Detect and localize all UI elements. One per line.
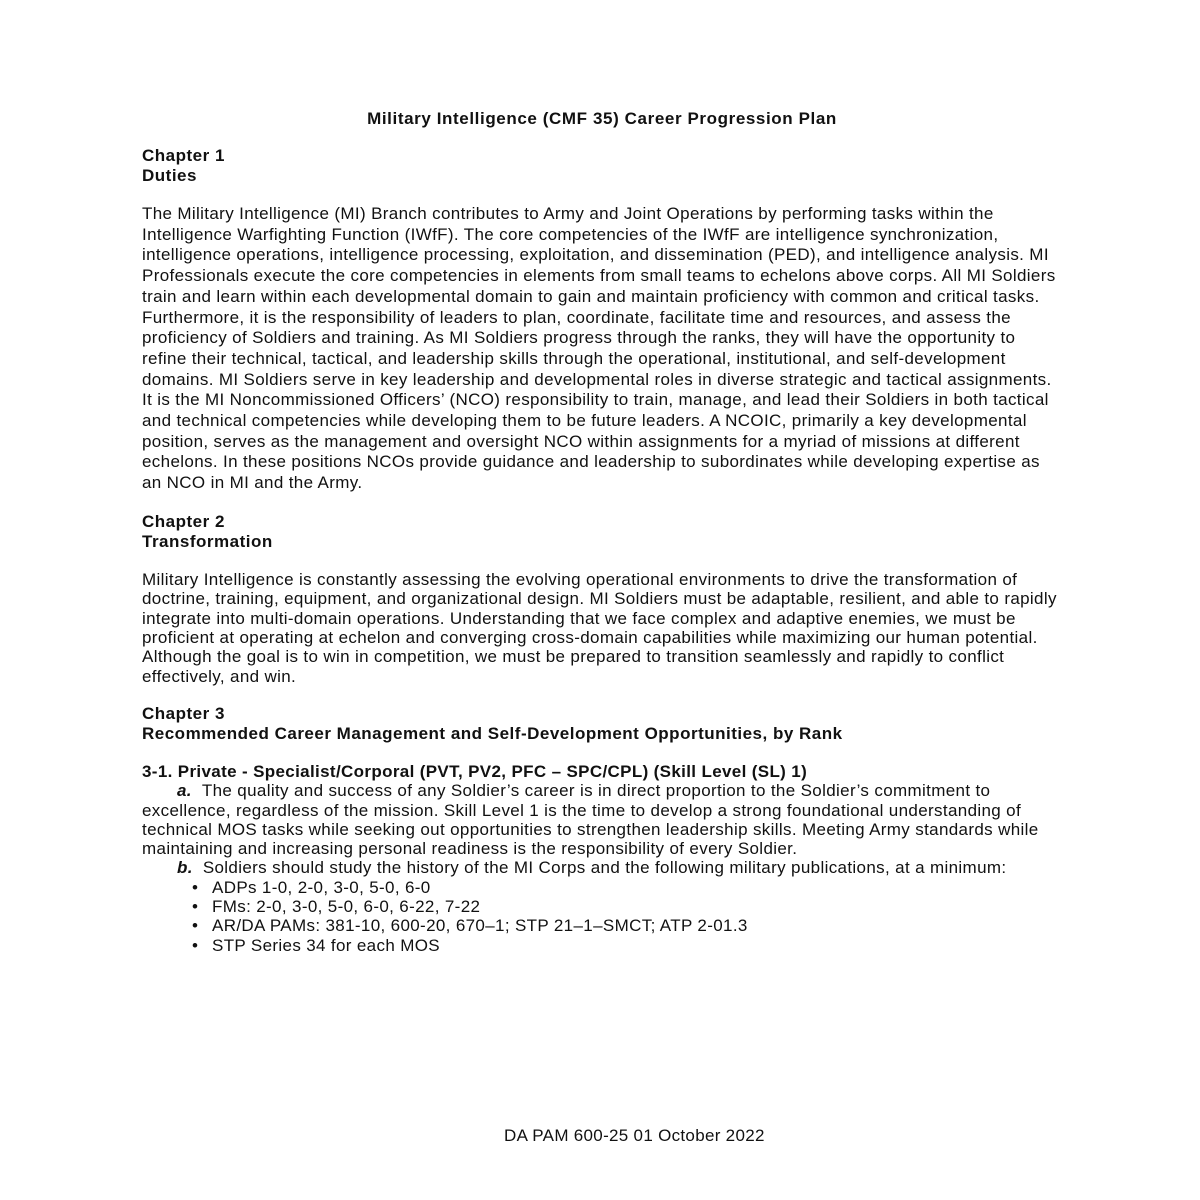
paragraph-b-marker: b.	[177, 858, 193, 878]
bullet-icon: •	[192, 897, 199, 917]
chapter-2-number: Chapter 2	[142, 511, 225, 531]
section-3-1-heading: 3-1. Private - Specialist/Corporal (PVT, PV2, PFC – SPC/CPL) (Skill Level (SL) 1)	[142, 762, 808, 782]
paragraph-b-text: Soldiers should study the history of the MI Corps and the following military publications, at a minimum:	[202, 858, 1007, 878]
bullet-icon: •	[192, 916, 199, 936]
chapter-3-number: Chapter 3	[142, 704, 225, 724]
paragraph-a-marker: a.	[177, 781, 192, 801]
section-3-1-paragraph-b	[142, 858, 1062, 877]
bullet-icon: •	[192, 877, 199, 897]
document-page	[142, 108, 1062, 955]
chapter-1-number: Chapter 1	[142, 146, 225, 165]
page-footer: DA PAM 600-25 01 October 2022	[504, 1126, 765, 1145]
chapter-1-name: Duties	[142, 166, 197, 185]
chapter-3-heading	[142, 704, 1062, 744]
list-item: • STP Series 34 for each MOS	[192, 935, 440, 955]
document-title: Military Intelligence (CMF 35) Career Progression Plan	[367, 109, 837, 128]
publications-list	[142, 878, 1062, 955]
bullet-icon: •	[192, 935, 199, 955]
list-item: • FMs: 2-0, 3-0, 5-0, 6-0, 6-22, 7-22	[192, 897, 481, 917]
paragraph-a-text: The quality and success of any Soldier’s career is in direct proportion to the Soldier’s commitment to excellence, regardless of the mission. Skill Level 1 is the time to develop a strong foundational understanding of technical MOS tasks while seeking out opportunities to strengthen leadership skills. Meeting Army standards while maintaining and increasing personal readiness is the responsibility of every Soldier.	[142, 781, 1039, 859]
chapter-1-body: The Military Intelligence (MI) Branch contributes to Army and Joint Operations by performing tasks within the Intelligence Warfighting Function (IWfF). The core competencies of the IWfF are intelligence synchronization, intelligence operations, intelligence processing, exploitation, and dissemination (PED), and intelligence analysis. MI Professionals execute the core competencies in elements from small teams to echelons above corps. All MI Soldiers train and learn within each developmental domain to gain and maintain proficiency with common and critical tasks. Furthermore, it is the responsibility of leaders to plan, coordinate, facilitate time and resources, and assess the proficiency of Soldiers and training. As MI Soldiers progress through the ranks, they will have the opportunity to refine their technical, tactical, and leadership skills through the operational, institutional, and self-development domains. MI Soldiers serve in key leadership and developmental roles in diverse strategic and tactical assignments. It is the MI Noncommissioned Officers’ (NCO) responsibility to train, manage, and lead their Soldiers in both tactical and technical competencies while developing them to be future leaders. A NCOIC, primarily a key developmental position, serves as the management and oversight NCO within assignments for a myriad of missions at different echelons. In these positions NCOs provide guidance and leadership to subordinates while developing expertise as an NCO in MI and the Army.	[142, 204, 1056, 493]
list-item: • ADPs 1-0, 2-0, 3-0, 5-0, 6-0	[192, 877, 431, 897]
chapter-1-heading	[142, 146, 1062, 186]
chapter-2-body: Military Intelligence is constantly assessing the evolving operational environments to drive the transformation of doctrine, training, equipment, and organizational design. MI Soldiers must be adaptable, resilient, and able to rapidly integrate into multi-domain operations. Understanding that we face complex and adaptive enemies, we must be proficient at operating at echelon and converging cross-domain capabilities while maximizing our human potential. Although the goal is to win in competition, we must be prepared to transition seamlessly and rapidly to conflict effectively, and win.	[142, 569, 1057, 686]
chapter-2-heading	[142, 512, 1062, 552]
chapter-2-name: Transformation	[142, 531, 273, 551]
section-3-1-paragraph-a	[142, 781, 1062, 858]
chapter-3-name: Recommended Career Management and Self-Development Opportunities, by Rank	[142, 724, 843, 744]
list-item: • AR/DA PAMs: 381-10, 600-20, 670–1; STP 21–1–SMCT; ATP 2-01.3	[192, 916, 748, 936]
